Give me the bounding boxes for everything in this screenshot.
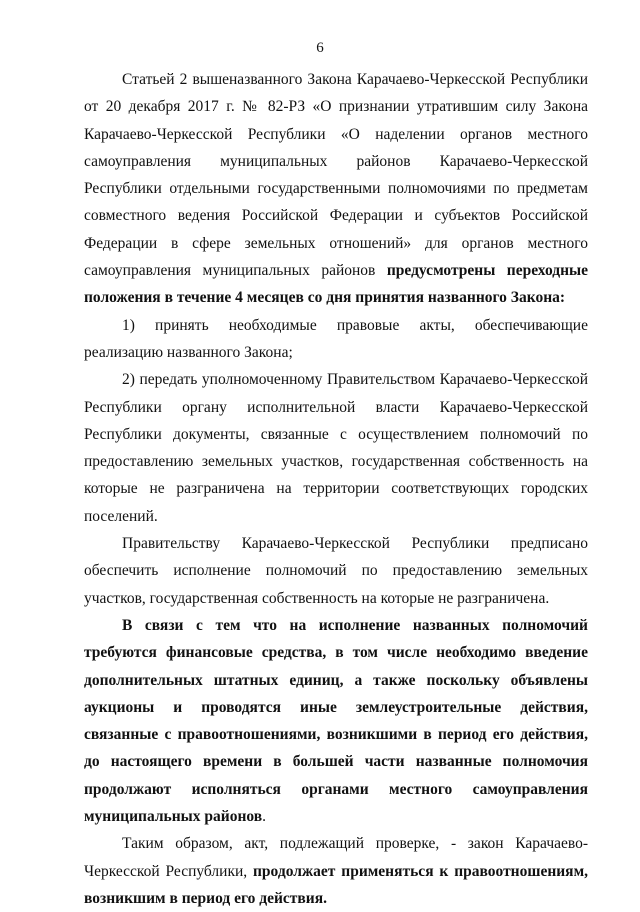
paragraph-text: 1) принять необходимые правовые акты, обеспечивающие реализацию названного Закона;: [84, 316, 588, 361]
paragraph-financing: [84, 612, 588, 830]
paragraph-text: Правительству Карачаево-Черкесской Республики предписано обеспечить исполнение полномочий по предоставлению земельных участков, государственная собственность на которые не разграничена.: [84, 535, 588, 607]
paragraph-transitional-provisions: [84, 66, 588, 312]
paragraph-text-bold: В связи с тем что на исполнение названных полномочий требуются финансовые средства, в том числе необходимо введение дополнительных штатных единиц, а также поскольку объявлены аукционы и проводятся иные землеустроительные действия, связанные с правоотношениями, возникшими в период его действия, до настоящего времени в большей части названные полномочия продолжают исполняться органами местного самоуправления муниципальных районов: [84, 616, 588, 826]
paragraph-government-instruction: [84, 530, 588, 612]
paragraph-text-bold: продолжает применяться к правоотношениям, возникшим в период его действия.: [84, 862, 589, 907]
document-body: [84, 66, 588, 912]
paragraph-text: Таким образом, акт, подлежащий проверке, - закон Карачаево-Черкесской Республики,: [84, 835, 588, 880]
paragraph-text: Статьей 2 вышеназванного Закона Карачаево-Черкесской Республики от 20 декабря 2017 г. № 82-РЗ «О признании утратившим силу Закона Карачаево-Черкесской Республики «О наделении органов местного самоуправления муниципальных районов Карачаево-Черкесской Республики отдельными государственными полномочиями по предметам совместного ведения Российской Федерации и субъектов Российской Федерации в сфере земельных отношений» для органов местного самоуправления муниципальных районов: [84, 71, 588, 280]
paragraph-item-1: [84, 312, 588, 367]
paragraph-text: .: [262, 808, 266, 826]
paragraph-conclusion: [84, 830, 588, 912]
paragraph-text: 2) передать уполномоченному Правительством Карачаево-Черкесской Республики органу исполнительной власти Карачаево-Черкесской Республики документы, связанные с осуществлением полномочий по предоставлению земельных участков, государственная собственность на которые не разграничена на территории соответствующих городских поселений.: [84, 371, 588, 525]
paragraph-item-2: [84, 366, 588, 530]
page-number: 6: [316, 40, 324, 56]
paragraph-text-bold: предусмотрены переходные положения в течение 4 месяцев со дня принятия названного Закона:: [84, 262, 588, 307]
